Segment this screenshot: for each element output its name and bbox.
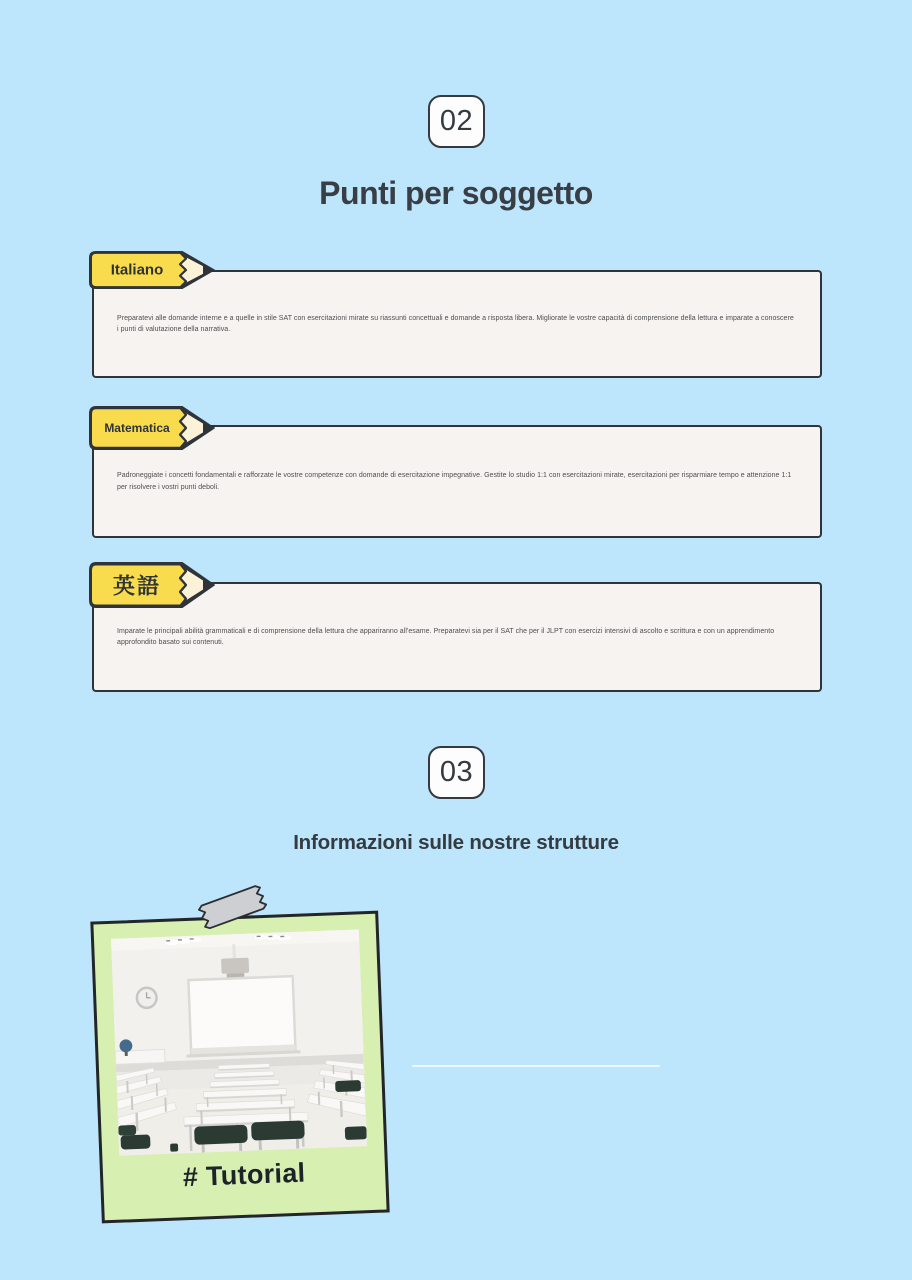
subject-label: Italiano <box>110 261 164 279</box>
subject-description: Imparate le principali abilità grammaticali e di comprensione della lettura che appariranno all'esame. Preparatevi sia per il SAT che per il JLPT con esercizi intensivi di ascolto e scrittura e con un apprendimento approfondito basato sui contenuti. <box>117 627 775 646</box>
divider-line <box>412 1065 660 1067</box>
subject-card-inglese <box>92 573 822 692</box>
subject-description: Preparatevi alle domande interne e a quelle in stile SAT con esercitazioni mirate su riassunti concettuali e domande a risposta libera. Migliorate le vostre capacità di comprensione della lettura e imparate a conoscere i punti di valutazione della narrativa. <box>117 314 794 333</box>
section-number-badge-02 <box>428 95 485 148</box>
section-number-badge-03 <box>428 746 485 799</box>
polaroid-card <box>90 911 389 1224</box>
subject-card-italiano <box>92 261 822 378</box>
badge-number: 02 <box>439 105 474 137</box>
classroom-photo <box>111 929 367 1155</box>
subject-label: 英語 <box>112 573 161 599</box>
classroom-illustration <box>111 929 367 1155</box>
section-title-02: Punti per soggetto <box>319 175 593 211</box>
subject-label: Matematica <box>104 421 170 435</box>
polaroid-caption: # Tutorial <box>182 1157 306 1193</box>
section-title-03: Informazioni sulle nostre strutture <box>293 831 619 854</box>
subject-card-matematica <box>92 421 822 538</box>
subject-description: Padroneggiate i concetti fondamentali e rafforzate le vostre competenze con domande di esercitazione impegnative. Gestite lo studio 1:1 con esercitazioni mirate, esercitazioni per risparmiare tempo e attenzione 1:1 per risolvere i vostri punti deboli. <box>117 472 792 491</box>
badge-number: 03 <box>439 756 474 788</box>
